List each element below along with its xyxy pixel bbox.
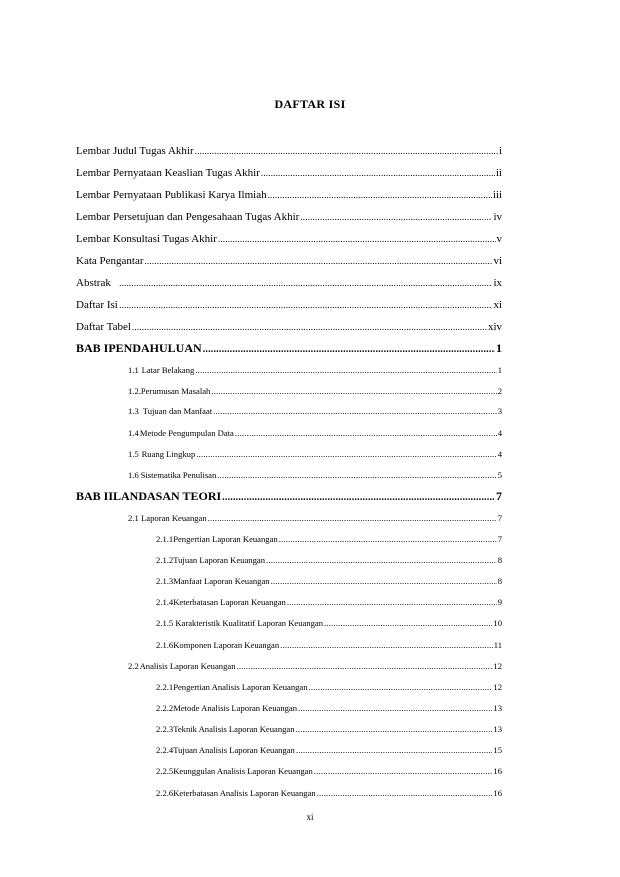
subsection-page: 15 (493, 745, 502, 755)
toc-entry-page: v (496, 233, 502, 245)
dot-leader (268, 189, 492, 201)
subsection-label: Manfaat Laporan Keuangan (173, 576, 270, 586)
subsection-entry[interactable] (156, 618, 502, 628)
subsection-page: 16 (493, 788, 502, 798)
subsection-number: 2.2.4 (156, 745, 174, 755)
section-entry[interactable] (128, 365, 502, 375)
toc-entry-page: vi (493, 255, 502, 267)
subsection-label: Tujuan Laporan Keuangan (173, 555, 265, 565)
section-page: 5 (497, 470, 502, 480)
subsection-number: 2.1.5 (156, 618, 174, 628)
section-number: 1.2. (128, 386, 141, 396)
dot-leader (280, 640, 493, 650)
toc-entry[interactable] (76, 277, 502, 289)
toc-entry[interactable] (76, 321, 502, 333)
toc-entry-page: iii (492, 189, 502, 201)
section-label: Ruang Lingkup (141, 449, 196, 459)
toc-entry-label: Daftar Tabel (76, 321, 131, 333)
subsection-page: 13 (493, 724, 502, 734)
section-entry[interactable] (128, 428, 502, 438)
toc-entry[interactable] (76, 145, 502, 157)
subsection-page: 10 (493, 618, 502, 628)
dot-leader (217, 470, 496, 480)
section-label: Perumusan Masalah (140, 386, 211, 396)
subsection-number: 2.2.5 (156, 766, 174, 776)
section-label: Analisis Laporan Keuangan (139, 661, 236, 671)
section-number: 1.4 (128, 428, 139, 438)
toc-entry-page: i (498, 145, 502, 157)
dot-leader (145, 255, 493, 267)
dot-leader (195, 365, 496, 375)
section-number: 1.1 (128, 365, 139, 375)
section-entry[interactable] (128, 513, 502, 523)
section-entry[interactable] (128, 449, 502, 459)
subsection-label: Pengertian Analisis Laporan Keuangan (173, 682, 308, 692)
toc-entry[interactable] (76, 189, 502, 201)
dot-leader (298, 703, 492, 713)
toc-entry[interactable] (76, 167, 502, 179)
subsection-number: 2.2.1 (156, 682, 174, 692)
toc-entry-page: ii (495, 167, 502, 179)
dot-leader (300, 211, 492, 223)
subsection-page: 7 (497, 534, 502, 544)
subsection-label: Metode Analisis Laporan Keuangan (173, 703, 298, 713)
subsection-entry[interactable] (156, 576, 502, 586)
subsection-entry[interactable] (156, 703, 502, 713)
toc-entry-label: Kata Pengantar (76, 255, 144, 267)
subsection-entry[interactable] (156, 555, 502, 565)
section-page: 3 (497, 406, 502, 416)
dot-leader (314, 766, 493, 776)
subsection-entry[interactable] (156, 640, 502, 650)
dot-leader (119, 277, 492, 289)
toc-entry[interactable] (76, 211, 502, 223)
section-entry[interactable] (128, 406, 502, 416)
subsection-label: Tujuan Analisis Laporan Keuangan (173, 745, 295, 755)
toc-entry-label: Lembar Pernyataan Publikasi Karya Ilmiah (76, 189, 267, 201)
subsection-page: 11 (493, 640, 502, 650)
subsection-entry[interactable] (156, 745, 502, 755)
dot-leader (235, 428, 497, 438)
page-number: xi (306, 812, 314, 822)
dot-leader (211, 386, 496, 396)
dot-leader (296, 745, 493, 755)
section-page: 12 (493, 661, 502, 671)
chapter-entry[interactable] (76, 489, 502, 504)
subsection-entry[interactable] (156, 534, 502, 544)
section-page: 2 (497, 386, 502, 396)
subsection-number: 2.1.1 (156, 534, 174, 544)
chapter-title: PENDAHULUAN (108, 341, 202, 355)
subsection-entry[interactable] (156, 724, 502, 734)
toc-entry-page: xiv (487, 321, 502, 333)
section-number: 1.5 (128, 449, 139, 459)
section-label: Sistematika Penulisan (140, 470, 217, 480)
toc-entry[interactable] (76, 299, 502, 311)
subsection-label: Karakteristik Kualitatif Laporan Keuangan (173, 618, 324, 628)
subsection-label: Pengertian Laporan Keuangan (173, 534, 278, 544)
dot-leader (287, 597, 497, 607)
dot-leader (203, 341, 495, 356)
chapter-number: BAB I (76, 341, 109, 355)
dot-leader (324, 618, 492, 628)
dot-leader (266, 555, 497, 565)
section-entry[interactable] (128, 470, 502, 480)
toc-entry-label: Lembar Pernyataan Keaslian Tugas Akhir (76, 167, 260, 179)
dot-leader (296, 724, 493, 734)
toc-entry-label: Lembar Judul Tugas Akhir (76, 145, 194, 157)
subsection-number: 2.2.6 (156, 788, 174, 798)
section-label: Metode Pengumpulan Data (139, 428, 234, 438)
subsection-page: 9 (497, 597, 502, 607)
toc-entry-page: iv (493, 211, 502, 223)
section-page: 7 (497, 513, 502, 523)
chapter-page: 1 (496, 341, 502, 355)
toc-entry-label: Lembar Persetujuan dan Pengesahaan Tugas Akhir (76, 211, 300, 223)
dot-leader (237, 661, 493, 671)
toc-entry[interactable] (76, 233, 502, 245)
subsection-number: 2.2.2 (156, 703, 174, 713)
chapter-title: LANDASAN TEORI (113, 489, 222, 503)
toc-entry-label: Abstrak (76, 277, 111, 289)
subsection-number: 2.1.6 (156, 640, 174, 650)
page-title: DAFTAR ISI (274, 97, 346, 111)
section-number: 2.2 (128, 661, 139, 671)
section-label: Laporan Keuangan (141, 513, 207, 523)
section-page: 4 (497, 428, 502, 438)
dot-leader (271, 576, 497, 586)
chapter-page: 7 (496, 489, 502, 503)
dot-leader (213, 406, 497, 416)
dot-leader (195, 145, 498, 157)
subsection-entry[interactable] (156, 788, 502, 798)
chapter-entry[interactable] (76, 341, 502, 356)
toc-entry-page: ix (493, 277, 502, 289)
dot-leader (309, 682, 493, 692)
subsection-label: Keterbatasan Analisis Laporan Keuangan (173, 788, 316, 798)
subsection-label: Teknik Analisis Laporan Keuangan (173, 724, 295, 734)
subsection-number: 2.1.4 (156, 597, 174, 607)
subsection-label: Komponen Laporan Keuangan (173, 640, 280, 650)
subsection-number: 2.2.3 (156, 724, 174, 734)
subsection-number: 2.1.3 (156, 576, 174, 586)
dot-leader (132, 321, 487, 333)
subsection-number: 2.1.2 (156, 555, 174, 565)
dot-leader (279, 534, 497, 544)
toc-entry-label: Daftar Isi (76, 299, 118, 311)
chapter-number: BAB II (76, 489, 114, 503)
dot-leader (317, 788, 493, 798)
section-number: 2.1 (128, 513, 139, 523)
subsection-page: 13 (493, 703, 502, 713)
subsection-page: 12 (493, 682, 502, 692)
toc-entry-page: xi (493, 299, 502, 311)
dot-leader (119, 299, 492, 311)
section-label: Latar Belakang (141, 365, 195, 375)
section-page: 4 (497, 449, 502, 459)
section-entry[interactable] (128, 386, 502, 396)
toc-entry[interactable] (76, 255, 502, 267)
subsection-page: 8 (497, 555, 502, 565)
subsection-page: 8 (497, 576, 502, 586)
subsection-label: Keterbatasan Laporan Keuangan (173, 597, 286, 607)
dot-leader (222, 489, 495, 504)
section-number: 1.3 (128, 406, 139, 416)
section-entry[interactable] (128, 661, 502, 671)
subsection-entry[interactable] (156, 682, 502, 692)
section-page: 1 (497, 365, 502, 375)
subsection-entry[interactable] (156, 597, 502, 607)
dot-leader (218, 233, 496, 245)
subsection-page: 16 (493, 766, 502, 776)
subsection-entry[interactable] (156, 766, 502, 776)
section-label: Tujuan dan Manfaat (140, 406, 213, 416)
dot-leader (196, 449, 496, 459)
dot-leader (208, 513, 497, 523)
subsection-label: Keunggulan Analisis Laporan Keuangan (173, 766, 313, 776)
section-number: 1.6 (128, 470, 139, 480)
dot-leader (261, 167, 495, 179)
toc-entry-label: Lembar Konsultasi Tugas Akhir (76, 233, 217, 245)
